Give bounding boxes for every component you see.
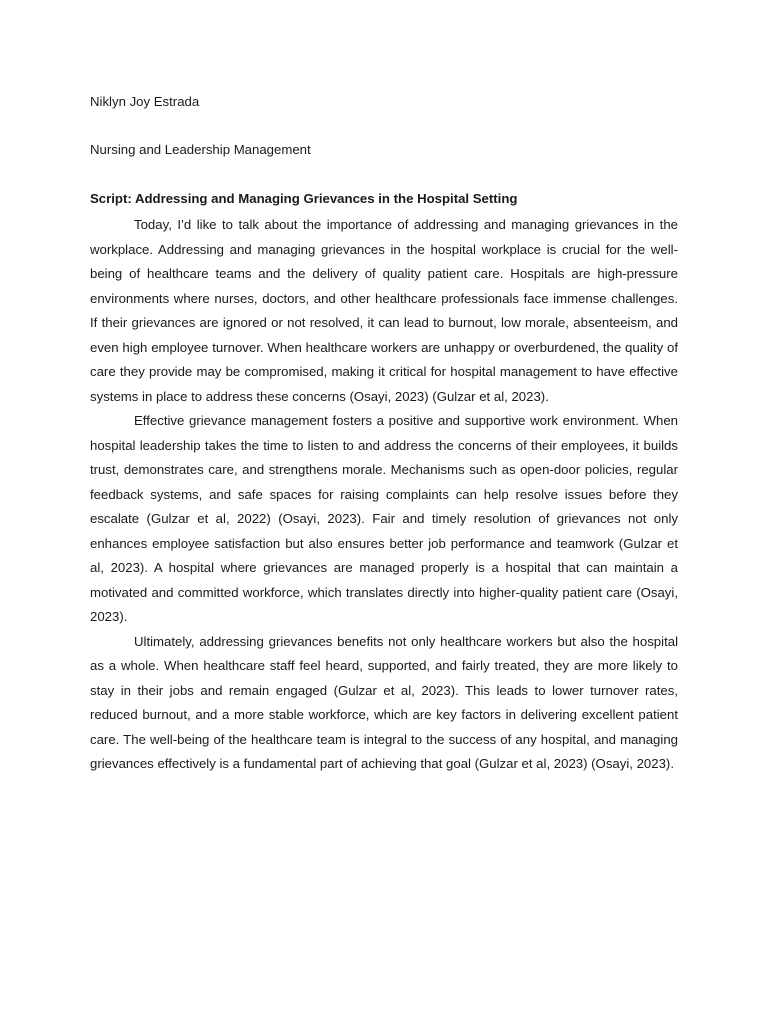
paragraph-2: Effective grievance management fosters a positive and supportive work environment. When hospital leadership takes the time to listen to and address the concerns of their employees, it builds trust, demonstrates care, and strengthens morale. Mechanisms such as open-door policies, regular feedback systems, and safe spaces for raising complaints can help resolve issues before they escalate (Gulzar et al, 2022) (Osayi, 2023). Fair and timely resolution of grievances not only enhances employee satisfaction but also ensures better job performance and teamwork (Gulzar et al, 2023). A hospital where grievances are managed properly is a hospital that can maintain a motivated and committed workforce, which translates directly into higher-quality patient care (Osayi, 2023). [90, 413, 678, 624]
paragraph-1: Today, I’d like to talk about the importance of addressing and managing grievances in the workplace. Addressing and managing grievances in the hospital workplace is crucial for the well-being of healthcare teams and the delivery of quality patient care. Hospitals are high-pressure environments where nurses, doctors, and other healthcare professionals face immense challenges. If their grievances are ignored or not resolved, it can lead to burnout, low morale, absenteeism, and even high employee turnover. When healthcare workers are unhappy or overburdened, the quality of care they provide may be compromised, making it critical for hospital management to have effective systems in place to address these concerns (Osayi, 2023) (Gulzar et al, 2023). [90, 217, 678, 404]
course-name: Nursing and Leadership Management [90, 142, 311, 157]
document-title: Script: Addressing and Managing Grievances in the Hospital Setting [90, 191, 518, 206]
author-name: Niklyn Joy Estrada [90, 94, 200, 109]
document-page [90, 92, 678, 777]
paragraph-3: Ultimately, addressing grievances benefits not only healthcare workers but also the hospital as a whole. When healthcare staff feel heard, supported, and fairly treated, they are more likely to stay in their jobs and remain engaged (Gulzar et al, 2023). This leads to lower turnover rates, reduced burnout, and a more stable workforce, which are key factors in delivering excellent patient care. The well-being of the healthcare team is integral to the success of any hospital, and managing grievances effectively is a fundamental part of achieving that goal (Gulzar et al, 2023) (Osayi, 2023). [90, 633, 678, 771]
